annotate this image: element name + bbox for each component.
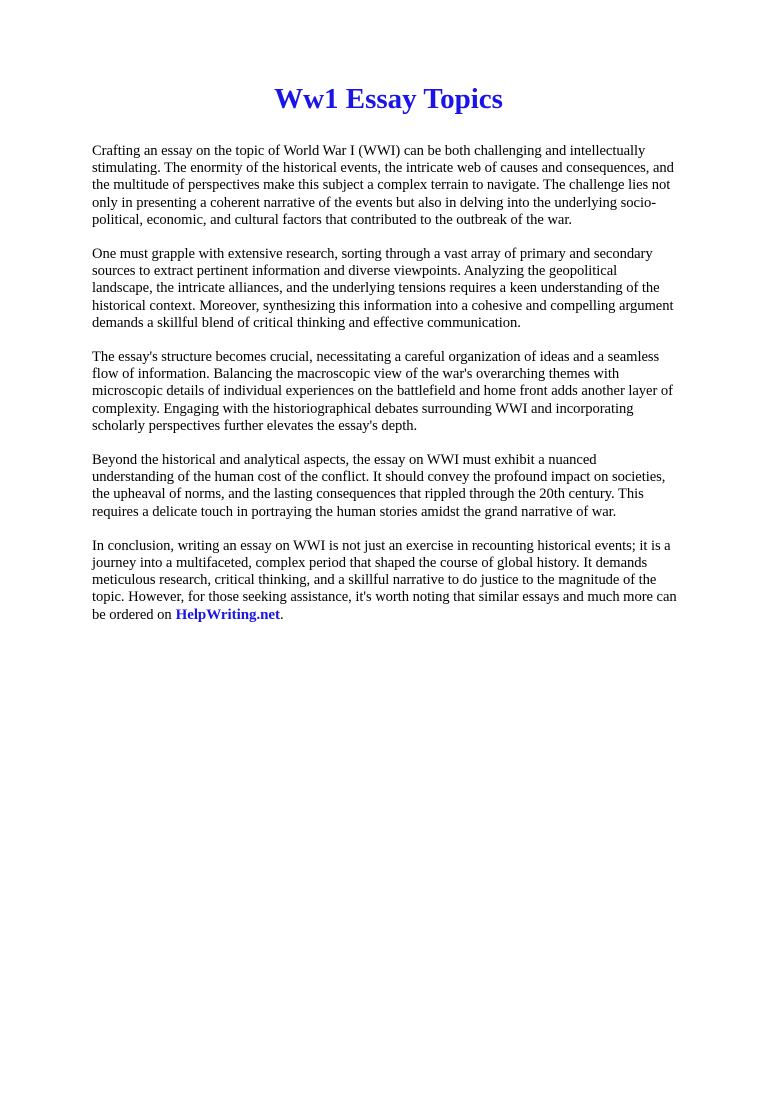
paragraph-1: Crafting an essay on the topic of World War I (WWI) can be both challenging and intellectually stimulating. The enormity of the historical events, the intricate web of causes and consequences, and the multitude of perspectives make this subject a complex terrain to navigate. The challenge lies not only in presenting a coherent narrative of the events but also in delving into the underlying socio-political, economic, and cultural factors that contributed to the outbreak of the war. — [92, 143, 674, 228]
conclusion-trailing: . — [279, 606, 284, 623]
document-page — [0, 81, 768, 1105]
helpwriting-link[interactable]: HelpWriting.net — [175, 606, 280, 623]
paragraph-4: Beyond the historical and analytical aspects, the essay on WWI must exhibit a nuanced understanding of the human cost of the conflict. It should convey the profound impact on societies, the upheaval of norms, and the lasting consequences that rippled through the 20th century. This requires a delicate touch in portraying the human stories amidst the grand narrative of war. — [92, 452, 666, 520]
paragraph-3: The essay's structure becomes crucial, necessitating a careful organization of ideas and a seamless flow of information. Balancing the macroscopic view of the war's overarching themes with microscopic details of individual experiences on the battlefield and home front adds another layer of complexity. Engaging with the historiographical debates surrounding WWI and incorporating scholarly perspectives further elevates the essay's depth. — [92, 349, 673, 434]
page-title: Ww1 Essay Topics — [274, 83, 503, 115]
conclusion-paragraph — [92, 538, 681, 624]
essay-body — [92, 143, 681, 624]
paragraph-2: One must grapple with extensive research, sorting through a vast array of primary and secondary sources to extract pertinent information and diverse viewpoints. Analyzing the geopolitical landscape, the intricate alliances, and the underlying tensions requires a keen understanding of the historical context. Moreover, synthesizing this information into a cohesive and compelling argument demands a skillful blend of critical thinking and effective communication. — [92, 246, 674, 331]
conclusion-text: In conclusion, writing an essay on WWI is not just an exercise in recounting historical events; it is a journey into a multifaceted, complex period that shaped the course of global history. It demands meticulous research, critical thinking, and a skillful narrative to do justice to the magnitude of the topic. However, for those seeking assistance, it's worth noting that similar essays and much more can be ordered on — [92, 537, 677, 623]
